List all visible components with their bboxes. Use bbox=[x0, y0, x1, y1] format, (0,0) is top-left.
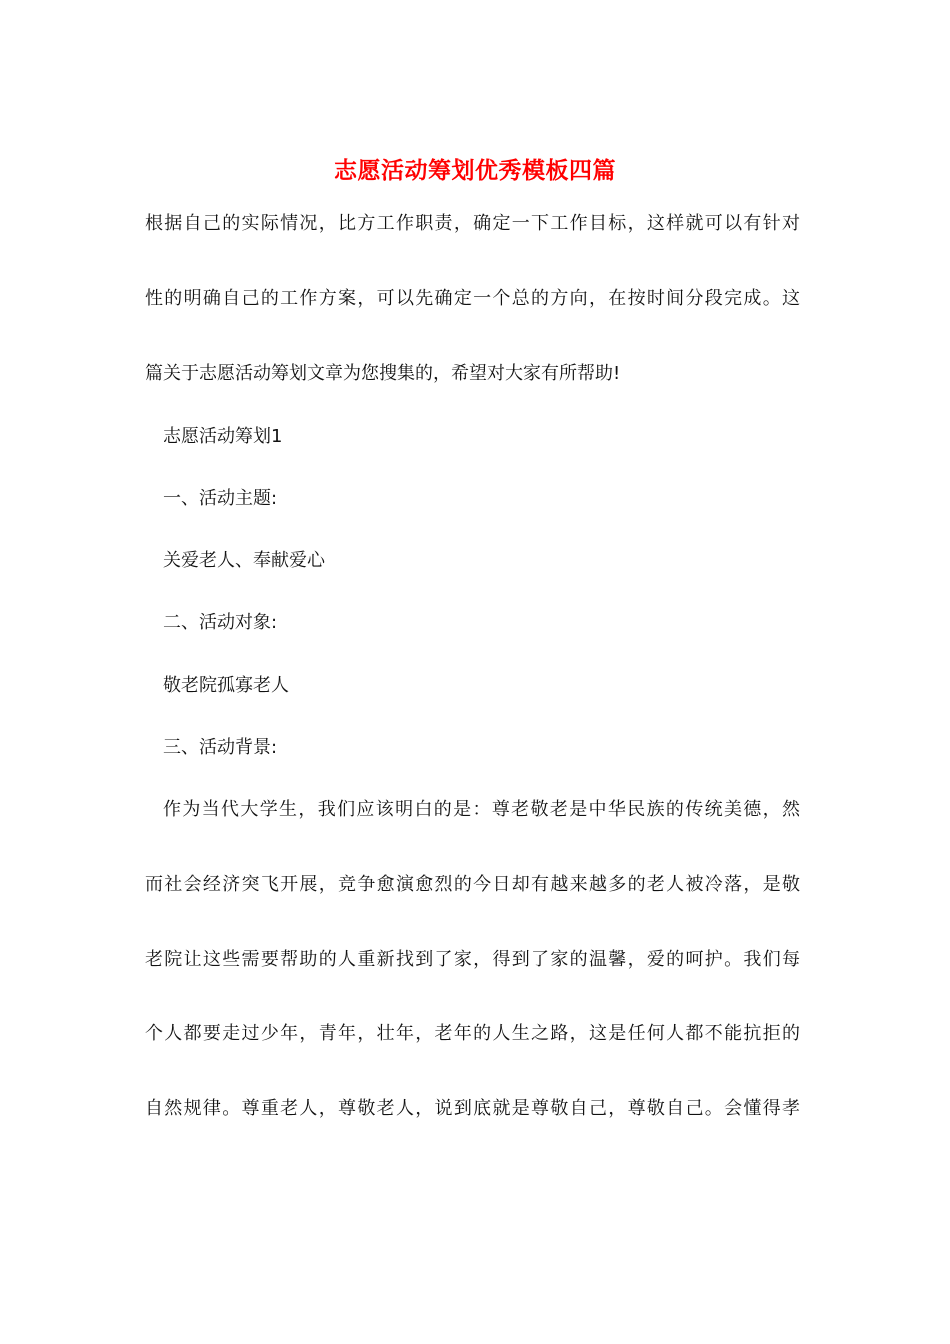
heading-activity-target: 二、活动对象: bbox=[163, 612, 278, 633]
activity-target-text: 敬老院孤寡老人 bbox=[163, 675, 289, 696]
document-title: 志愿活动筹划优秀模板四篇 bbox=[334, 157, 616, 184]
section-heading-plan-1: 志愿活动筹划1 bbox=[163, 426, 283, 447]
activity-theme-text: 关爱老人、奉献爱心 bbox=[163, 550, 325, 571]
background-line-2: 而社会经济突飞开展，竞争愈演愈烈的今日却有越来越多的老人被冷落，是敬 bbox=[145, 874, 800, 895]
background-line-5: 自然规律。尊重老人，尊敬老人，说到底就是尊敬自己，尊敬自己。会懂得孝 bbox=[145, 1098, 800, 1119]
intro-line-2: 性的明确自己的工作方案，可以先确定一个总的方向，在按时间分段完成。这 bbox=[145, 288, 800, 309]
background-line-1: 作为当代大学生，我们应该明白的是：尊老敬老是中华民族的传统美德，然 bbox=[163, 799, 800, 820]
intro-line-1: 根据自己的实际情况，比方工作职责，确定一下工作目标，这样就可以有针对 bbox=[145, 213, 800, 234]
intro-line-3: 篇关于志愿活动筹划文章为您搜集的，希望对大家有所帮助! bbox=[145, 363, 621, 384]
heading-activity-theme: 一、活动主题: bbox=[163, 488, 278, 509]
background-line-3: 老院让这些需要帮助的人重新找到了家，得到了家的温馨，爱的呵护。我们每 bbox=[145, 949, 800, 970]
background-line-4: 个人都要走过少年，青年，壮年，老年的人生之路，这是任何人都不能抗拒的 bbox=[145, 1023, 800, 1044]
heading-activity-background: 三、活动背景: bbox=[163, 737, 278, 758]
